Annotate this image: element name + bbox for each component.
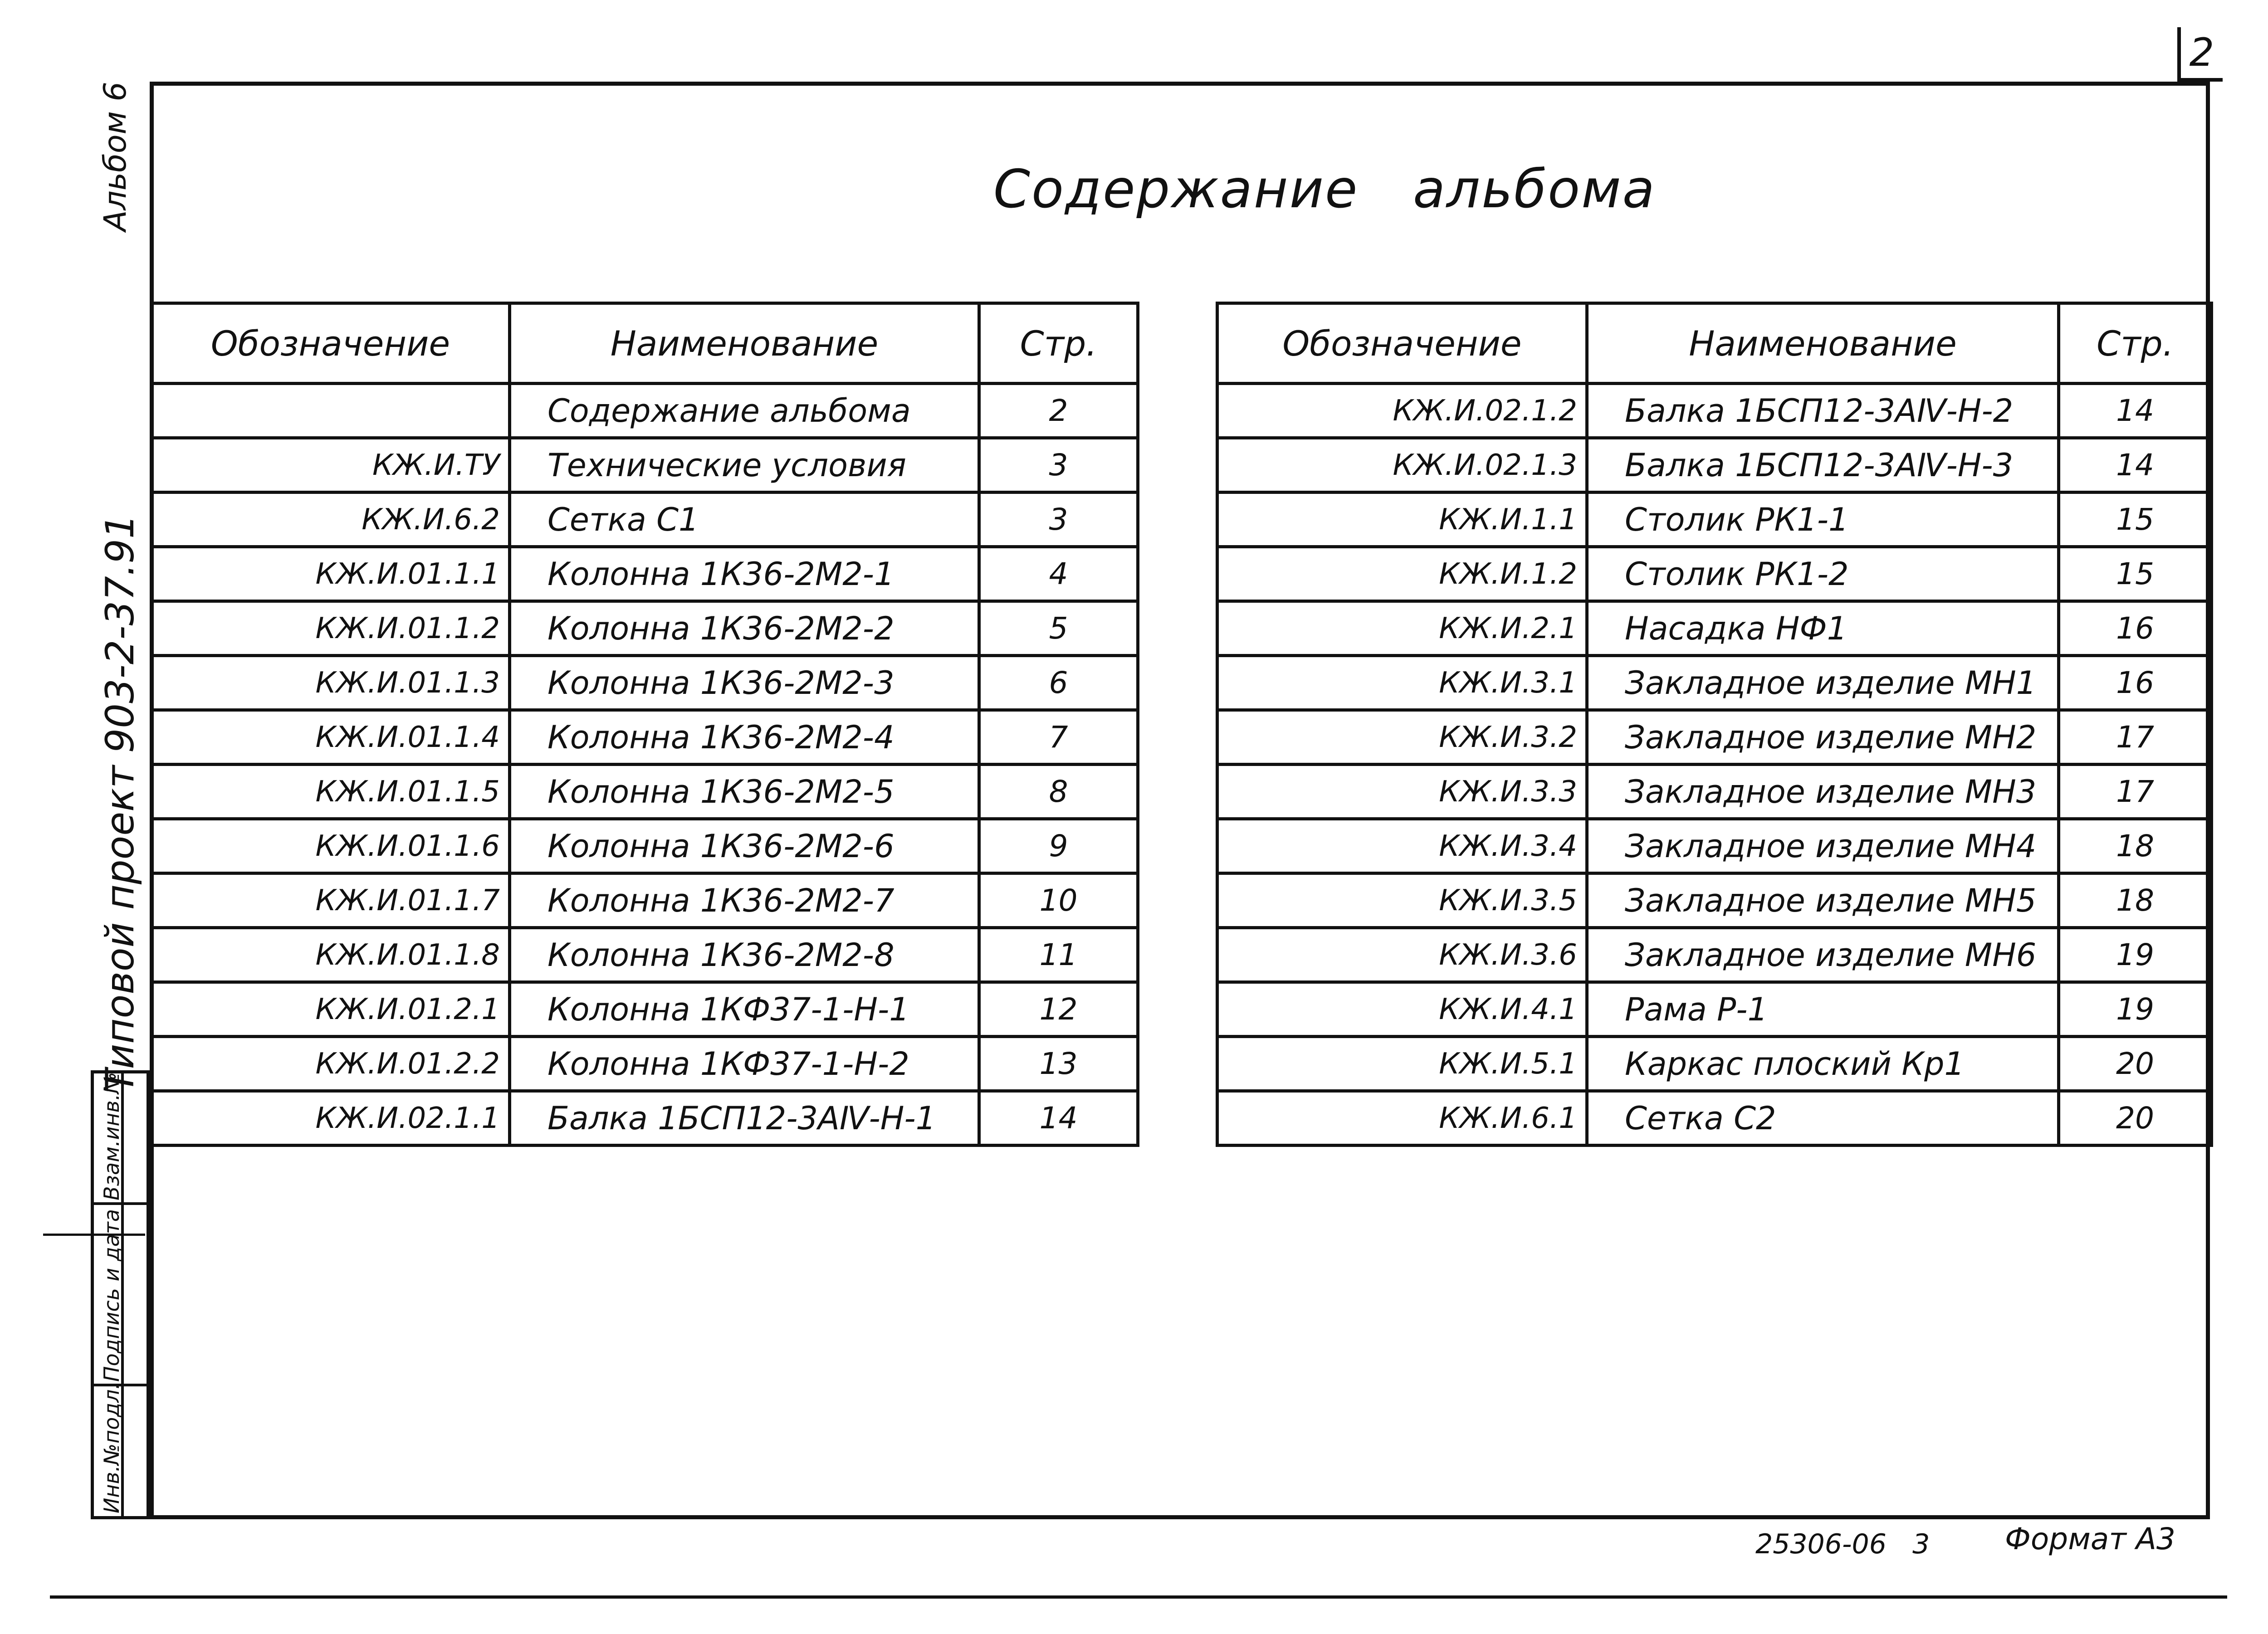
page-cell: 7 — [979, 710, 1138, 765]
table-row — [1217, 384, 2212, 438]
designation-cell: КЖ.И.3.2 — [1217, 710, 1587, 765]
divider — [50, 1595, 2227, 1599]
designation-cell: КЖ.И.02.1.1 — [152, 1091, 510, 1146]
designation-cell: КЖ.И.01.1.5 — [152, 765, 510, 819]
table-row — [152, 873, 1138, 928]
name-cell: Колонна 1КФ37-1-Н-2 — [510, 1037, 979, 1091]
designation-cell: КЖ.И.4.1 — [1217, 982, 1587, 1037]
column-header-designation: Обозначение — [1217, 303, 1587, 384]
designation-cell: КЖ.И.02.1.2 — [1217, 384, 1587, 438]
designation-cell: КЖ.И.01.1.8 — [152, 928, 510, 982]
table-row — [1217, 493, 2212, 547]
name-cell: Балка 1БСП12-3АⅣ-Н-1 — [510, 1091, 979, 1146]
table-body — [152, 384, 1138, 1146]
page-cell: 18 — [2059, 873, 2212, 928]
project-label: Типовой проект 903-2-37.91 — [98, 514, 143, 1093]
page-cell: 19 — [2059, 928, 2212, 982]
page-cell: 15 — [2059, 493, 2212, 547]
column-header-page: Стр. — [979, 303, 1138, 384]
table-row — [152, 928, 1138, 982]
designation-cell: КЖ.И.3.5 — [1217, 873, 1587, 928]
table-row — [1217, 710, 2212, 765]
album-label: Альбом 6 — [98, 82, 133, 231]
name-cell: Содержание альбома — [510, 384, 979, 438]
name-cell: Балка 1БСП12-3АⅣ-Н-3 — [1587, 438, 2059, 493]
name-cell: Каркас плоский Кр1 — [1587, 1037, 2059, 1091]
page-cell: 13 — [979, 1037, 1138, 1091]
name-cell: Колонна 1К36-2М2-5 — [510, 765, 979, 819]
table-row — [1217, 982, 2212, 1037]
designation-cell: КЖ.И.01.1.4 — [152, 710, 510, 765]
table-row — [152, 982, 1138, 1037]
designation-cell: КЖ.И.01.1.1 — [152, 547, 510, 601]
page-cell: 16 — [2059, 656, 2212, 710]
designation-cell: КЖ.И.1.2 — [1217, 547, 1587, 601]
designation-cell: КЖ.И.3.6 — [1217, 928, 1587, 982]
designation-cell: КЖ.И.3.4 — [1217, 819, 1587, 873]
designation-cell: КЖ.И.01.1.3 — [152, 656, 510, 710]
column-header-designation: Обозначение — [152, 303, 510, 384]
page-cell: 19 — [2059, 982, 2212, 1037]
table-row — [1217, 547, 2212, 601]
table-row — [152, 493, 1138, 547]
designation-cell: КЖ.И.02.1.3 — [1217, 438, 1587, 493]
table-row — [1217, 873, 2212, 928]
table-row — [152, 1037, 1138, 1091]
page-cell: 17 — [2059, 710, 2212, 765]
name-cell: Колонна 1К36-2М2-3 — [510, 656, 979, 710]
table-row — [152, 601, 1138, 656]
page-cell: 6 — [979, 656, 1138, 710]
page-cell: 20 — [2059, 1091, 2212, 1146]
page-cell: 9 — [979, 819, 1138, 873]
name-cell: Столик РК1-2 — [1587, 547, 2059, 601]
designation-cell: КЖ.И.3.1 — [1217, 656, 1587, 710]
designation-cell: КЖ.И.01.1.6 — [152, 819, 510, 873]
name-cell: Закладное изделие МН1 — [1587, 656, 2059, 710]
designation-cell: КЖ.И.01.1.7 — [152, 873, 510, 928]
name-cell: Технические условия — [510, 438, 979, 493]
page-cell: 4 — [979, 547, 1138, 601]
page-cell: 3 — [979, 493, 1138, 547]
name-cell: Колонна 1К36-2М2-7 — [510, 873, 979, 928]
table-row — [152, 1091, 1138, 1146]
designation-cell: КЖ.И.2.1 — [1217, 601, 1587, 656]
table-row — [152, 819, 1138, 873]
designation-cell: КЖ.И.01.2.2 — [152, 1037, 510, 1091]
page-cell: 14 — [2059, 438, 2212, 493]
table-header-row — [1217, 303, 2212, 384]
designation-cell — [152, 384, 510, 438]
name-cell: Колонна 1К36-2М2-4 — [510, 710, 979, 765]
page-cell: 10 — [979, 873, 1138, 928]
name-cell: Насадка НФ1 — [1587, 601, 2059, 656]
stamp-cell-replace — [94, 1073, 147, 1205]
table-row — [152, 547, 1138, 601]
designation-cell: КЖ.И.01.1.2 — [152, 601, 510, 656]
name-cell: Сетка С1 — [510, 493, 979, 547]
table-row — [1217, 1091, 2212, 1146]
page-cell: 2 — [979, 384, 1138, 438]
page-cell: 8 — [979, 765, 1138, 819]
page-cell: 20 — [2059, 1037, 2212, 1091]
table-row — [1217, 928, 2212, 982]
table-row — [1217, 765, 2212, 819]
designation-cell: КЖ.И.3.3 — [1217, 765, 1587, 819]
name-cell: Колонна 1КФ37-1-Н-1 — [510, 982, 979, 1037]
table-row — [1217, 438, 2212, 493]
designation-cell: КЖ.И.ТУ — [152, 438, 510, 493]
page-cell: 15 — [2059, 547, 2212, 601]
table-row — [152, 656, 1138, 710]
table-row — [152, 710, 1138, 765]
designation-cell: КЖ.И.1.1 — [1217, 493, 1587, 547]
stamp-cell-inventory — [94, 1382, 147, 1518]
stamp-label: Инв.№подл. — [99, 1382, 124, 1513]
page-cell: 17 — [2059, 765, 2212, 819]
page-cell: 16 — [2059, 601, 2212, 656]
page-title: Содержание альбома — [993, 159, 1656, 220]
name-cell: Закладное изделие МН5 — [1587, 873, 2059, 928]
page-cell: 12 — [979, 982, 1138, 1037]
page-cell: 14 — [979, 1091, 1138, 1146]
page-cell: 5 — [979, 601, 1138, 656]
column-header-page: Стр. — [2059, 303, 2212, 384]
document-number: 25306-06 3 — [1755, 1528, 1930, 1560]
stamp-label: Подпись и дата — [99, 1209, 124, 1382]
stamp-label: Взам.инв.№ — [99, 1072, 124, 1200]
name-cell: Сетка С2 — [1587, 1091, 2059, 1146]
designation-cell: КЖ.И.6.1 — [1217, 1091, 1587, 1146]
name-cell: Колонна 1К36-2М2-6 — [510, 819, 979, 873]
page-cell: 14 — [2059, 384, 2212, 438]
table-row — [1217, 819, 2212, 873]
column-header-name: Наименование — [1587, 303, 2059, 384]
table-row — [1217, 656, 2212, 710]
name-cell: Закладное изделие МН3 — [1587, 765, 2059, 819]
name-cell: Рама Р-1 — [1587, 982, 2059, 1037]
table-row — [152, 384, 1138, 438]
table-row — [1217, 1037, 2212, 1091]
name-cell: Колонна 1К36-2М2-2 — [510, 601, 979, 656]
table-header-row — [152, 303, 1138, 384]
stamp-cell-signature — [94, 1205, 147, 1386]
name-cell: Колонна 1К36-2М2-1 — [510, 547, 979, 601]
table-row — [1217, 601, 2212, 656]
page-number: 2 — [2177, 27, 2223, 82]
approval-stamp — [91, 1070, 150, 1519]
designation-cell: КЖ.И.01.2.1 — [152, 982, 510, 1037]
column-header-name: Наименование — [510, 303, 979, 384]
sheet-format: Формат А3 — [2005, 1522, 2175, 1556]
designation-cell: КЖ.И.5.1 — [1217, 1037, 1587, 1091]
designation-cell: КЖ.И.6.2 — [152, 493, 510, 547]
name-cell: Колонна 1К36-2М2-8 — [510, 928, 979, 982]
name-cell: Столик РК1-1 — [1587, 493, 2059, 547]
page-cell: 11 — [979, 928, 1138, 982]
contents-table-right — [1216, 302, 2213, 1147]
table-body — [1217, 384, 2212, 1146]
name-cell: Закладное изделие МН4 — [1587, 819, 2059, 873]
contents-table-left — [150, 302, 1139, 1147]
table-row — [152, 765, 1138, 819]
name-cell: Балка 1БСП12-3АⅣ-Н-2 — [1587, 384, 2059, 438]
page-cell: 3 — [979, 438, 1138, 493]
page-cell: 18 — [2059, 819, 2212, 873]
table-row — [152, 438, 1138, 493]
name-cell: Закладное изделие МН2 — [1587, 710, 2059, 765]
name-cell: Закладное изделие МН6 — [1587, 928, 2059, 982]
